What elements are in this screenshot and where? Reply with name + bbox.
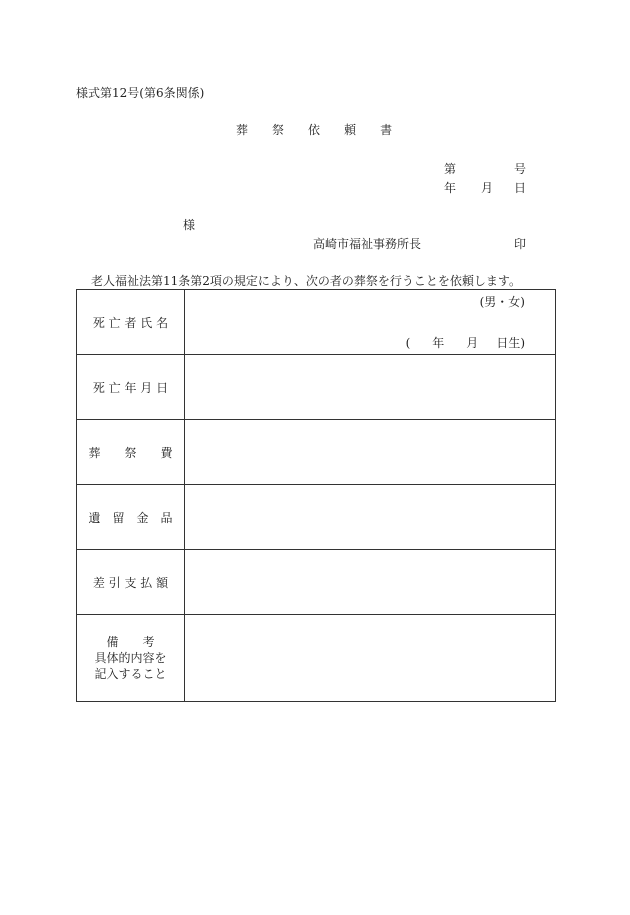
remains-label: 遺 留 金 品 [77,485,185,550]
title-char: 書 [380,123,393,137]
death-date-field[interactable] [185,355,556,420]
birth-open: ( [405,336,411,350]
intro-text: 老人福祉法第11条第2項の規定により、次の者の葬祭を行うことを依頼します。 [91,274,521,288]
date-day: 日 [514,181,527,195]
notes-title: 備 考 [106,635,155,649]
notes-hint-2: 記入すること [94,667,167,681]
table-row [77,615,556,702]
deceased-name-label: 死 亡 者 氏 名 [77,290,185,355]
table-row [77,485,556,550]
birth-day: 日生) [496,336,525,350]
number-suffix: 号 [514,162,527,176]
birth-month: 月 [466,336,479,350]
date-year: 年 [444,181,457,195]
document-title [236,123,416,137]
notes-field[interactable] [185,615,556,702]
number-prefix: 第 [444,162,457,176]
seal-mark: 印 [514,237,527,251]
net-payment-field[interactable] [185,550,556,615]
request-form-table [76,289,556,702]
title-char: 祭 [272,123,285,137]
date-month: 月 [481,181,494,195]
title-char: 依 [308,123,321,137]
issuer-name: 高崎市福祉事務所長 [313,237,422,251]
net-payment-label: 差 引 支 払 額 [77,550,185,615]
death-date-label: 死 亡 年 月 日 [77,355,185,420]
table-row [77,420,556,485]
table-row [77,550,556,615]
title-char: 葬 [236,123,249,137]
funeral-cost-field[interactable] [185,420,556,485]
funeral-cost-label: 葬 祭 費 [77,420,185,485]
table-row [77,290,556,355]
remains-field[interactable] [185,485,556,550]
notes-label [77,615,185,702]
addressee-honorific: 様 [183,218,196,232]
table-row [77,355,556,420]
title-char: 頼 [344,123,357,137]
birth-year: 年 [432,336,445,350]
form-number: 様式第12号(第6条関係) [76,86,205,100]
sex-note: (男・女) [479,295,525,309]
deceased-name-field[interactable] [185,290,556,355]
notes-hint-1: 具体的内容を [94,651,167,665]
birth-date-note [406,334,525,351]
